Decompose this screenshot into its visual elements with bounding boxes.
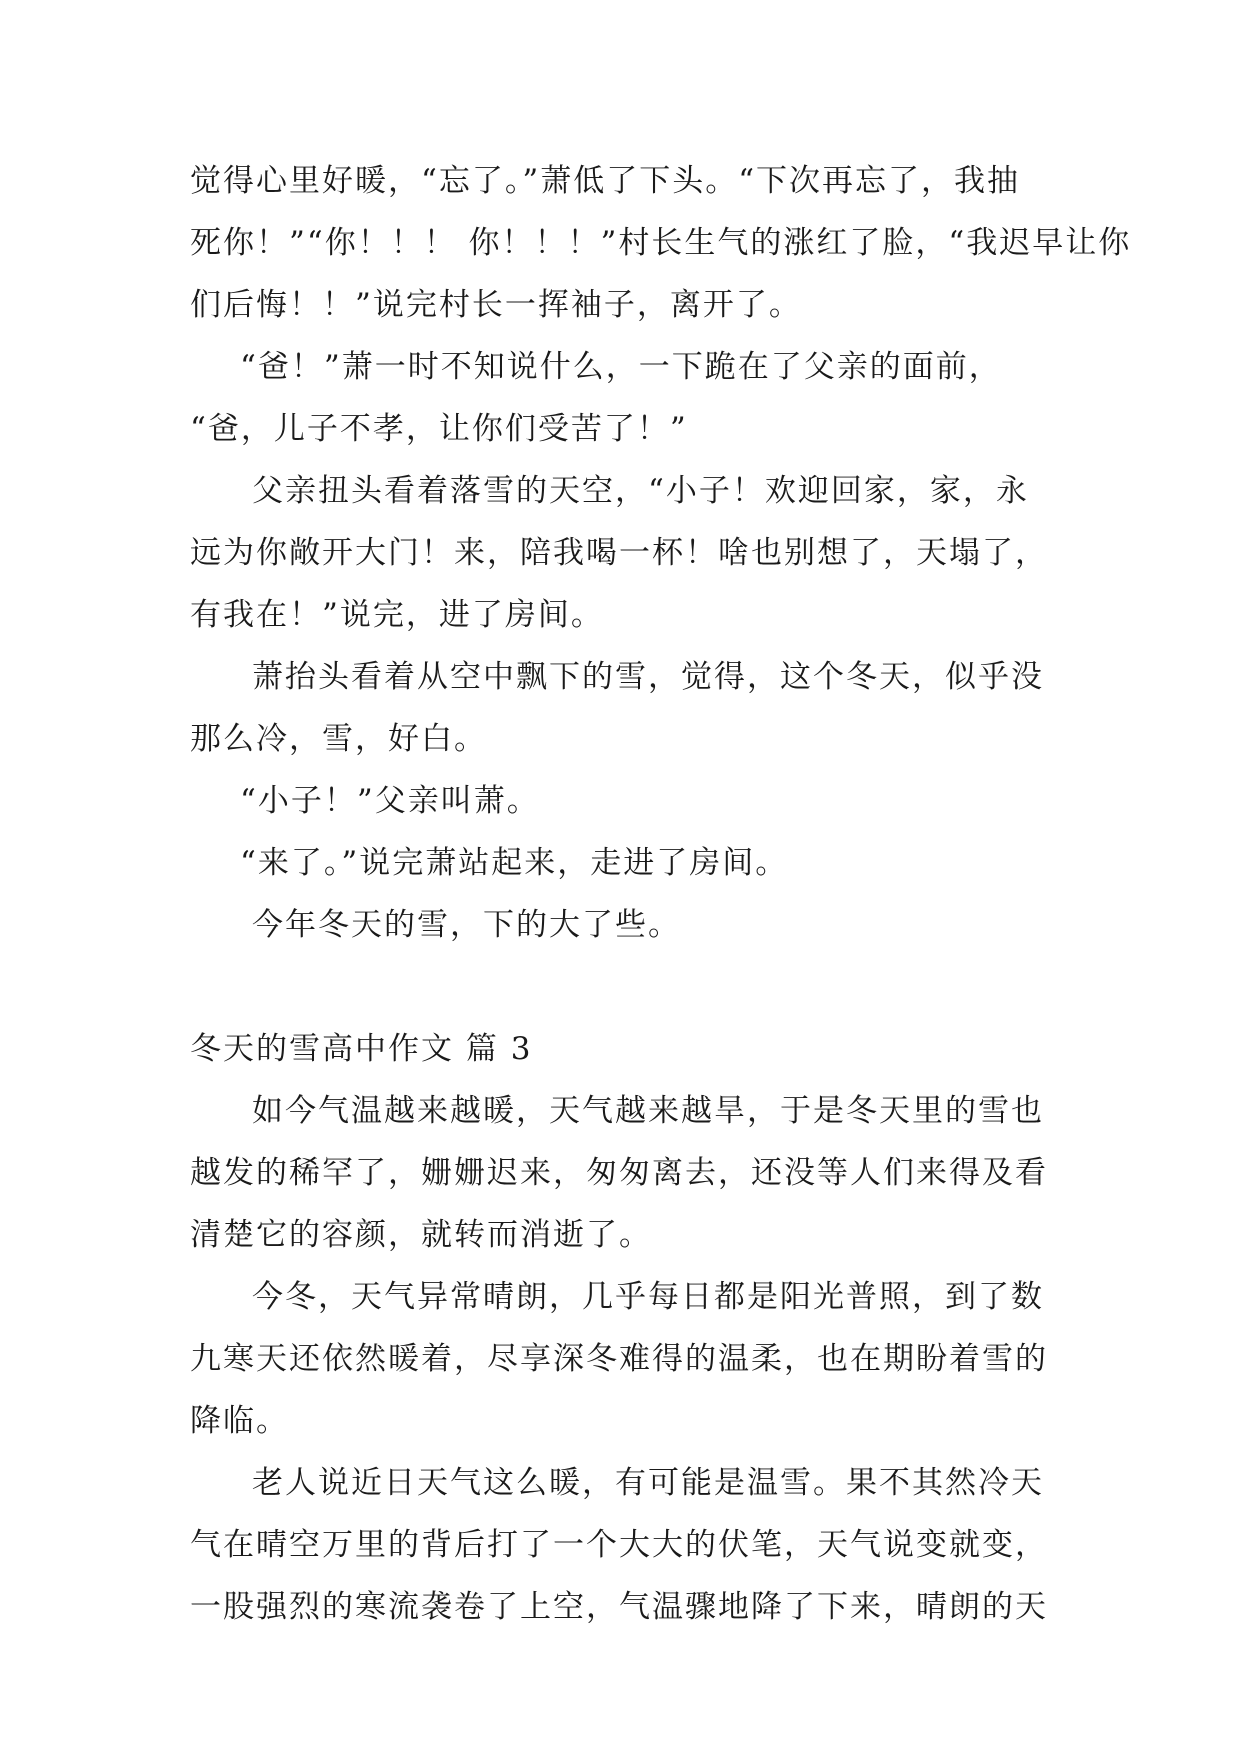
text-line: 那么冷，雪，好白。 xyxy=(190,721,487,757)
section-spacer xyxy=(190,956,1066,1018)
text-line: 今冬，天气异常晴朗，几乎每日都是阳光普照，到了数 xyxy=(252,1279,1044,1315)
document-page xyxy=(190,150,1132,1638)
text-line: 死你！”“你！！！ 你！！！”村长生气的涨红了脸，“我迟早让你 xyxy=(190,225,1132,261)
text-line: 们后悔！！”说完村长一挥袖子，离开了。 xyxy=(190,287,802,323)
text-line: 如今气温越来越暖，天气越来越旱，于是冬天里的雪也 xyxy=(252,1093,1044,1129)
text-line: 萧抬头看着从空中飘下的雪，觉得，这个冬天，似乎没 xyxy=(252,659,1044,695)
text-line: 九寒天还依然暖着，尽享深冬难得的温柔，也在期盼着雪的 xyxy=(190,1341,1048,1377)
text-line: 越发的稀罕了，姗姗迟来，匆匆离去，还没等人们来得及看 xyxy=(190,1155,1048,1191)
text-line: 清楚它的容颜，就转而消逝了。 xyxy=(190,1217,652,1253)
text-line: “小子！”父亲叫萧。 xyxy=(240,783,540,819)
text-line: 远为你敞开大门！来，陪我喝一杯！啥也别想了，天塌了， xyxy=(190,535,1048,571)
text-line: 老人说近日天气这么暖，有可能是温雪。果不其然冷天 xyxy=(252,1465,1044,1501)
text-line: “爸，儿子不孝，让你们受苦了！” xyxy=(190,411,688,447)
text-line: 今年冬天的雪，下的大了些。 xyxy=(252,907,681,943)
section-heading: 冬天的雪高中作文 篇 3 xyxy=(190,1031,533,1067)
text-line: 降临。 xyxy=(190,1403,289,1439)
text-line: 觉得心里好暖，“忘了。”萧低了下头。“下次再忘了，我抽 xyxy=(190,163,1021,199)
text-line: 有我在！”说完，进了房间。 xyxy=(190,597,604,633)
text-line: 气在晴空万里的背后打了一个大大的伏笔，天气说变就变， xyxy=(190,1527,1048,1563)
text-line: 一股强烈的寒流袭卷了上空，气温骤地降了下来，晴朗的天 xyxy=(190,1589,1048,1625)
text-line: “爸！”萧一时不知说什么，一下跪在了父亲的面前， xyxy=(240,349,1002,385)
text-line: 父亲扭头看着落雪的天空，“小子！欢迎回家，家，永 xyxy=(252,473,1029,509)
text-line: “来了。”说完萧站起来，走进了房间。 xyxy=(240,845,789,881)
